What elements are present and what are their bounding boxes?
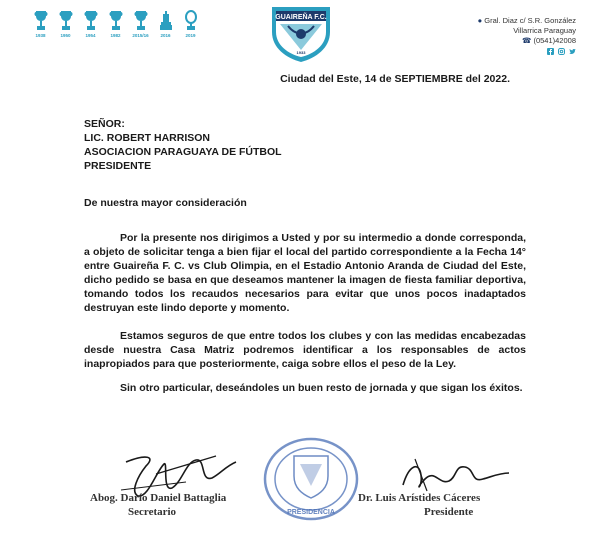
president-role: Presidente <box>424 506 474 518</box>
address-city: Villarrica Paraguay <box>513 26 576 35</box>
secretary-role: Secretario <box>128 506 177 518</box>
trophy-year: 2019 <box>185 33 196 38</box>
phone-icon: ☎ <box>522 36 532 45</box>
location-pin-icon: ● <box>477 16 483 25</box>
club-crest <box>266 4 336 64</box>
trophy-icon <box>105 10 126 38</box>
stamp-text: PRESIDENCIA <box>287 509 335 516</box>
letter-date: Ciudad del Este, 14 de SEPTIEMBRE del 2022. <box>280 73 510 85</box>
trophy-icon <box>55 10 76 38</box>
instagram-icon <box>558 48 565 55</box>
address-phone: ☎ (0541)42008 <box>522 36 576 45</box>
facebook-icon <box>547 48 554 55</box>
crest-year: 1933 <box>296 50 306 55</box>
crest-text: GUAIREÑA F.C. <box>275 14 327 21</box>
trophy-year: 1938 <box>35 33 46 38</box>
trophy-icon <box>30 10 51 38</box>
recipient-organization: ASOCIACION PARAGUAYA DE FÚTBOL <box>84 146 282 158</box>
trophy-year: 1954 <box>85 33 96 38</box>
recipient-salutation: SEÑOR: <box>84 118 125 130</box>
trophy-row <box>30 10 201 38</box>
trophy-year: 2016 <box>160 33 171 38</box>
body-paragraph: Por la presente nos dirigimos a Usted y por su intermedio a donde corresponda, a objeto de solicitar tenga a bien fijar el local del partido correspondiente a la Fecha 14° entre Guaireña F. C. vs Club Olimpia, en el Estadio Antonio Aranda de Ciudad del Este, dicho pedido se basa en que deseamos mantener la imagen de fiesta familiar deportiva, tomando todos los recaudos necesarios para evitar que unos pocos inadaptados destruyan este lindo deporte y momento. <box>84 231 526 314</box>
recipient-block <box>84 117 282 173</box>
body-paragraph: Sin otro particular, deseándoles un buen resto de jornada y que sigan los éxitos. <box>120 381 523 394</box>
letter-greeting: De nuestra mayor consideración <box>84 197 247 209</box>
trophy-year: 2015/16 <box>132 33 149 38</box>
trophy-icon <box>130 10 151 38</box>
twitter-icon <box>569 48 576 55</box>
body-paragraph: Estamos seguros de que entre todos los clubes y con las medidas encabezadas desde nuestra Casa Matriz podremos identificar a los responsables de actos inapropiados para que posteriormente, caiga sobre ellos el peso de la Ley. <box>84 329 526 370</box>
trophy-icon <box>180 10 201 38</box>
social-icons <box>478 48 576 55</box>
trophy-year: 1982 <box>110 33 121 38</box>
president-name: Dr. Luis Arístides Cáceres <box>358 492 481 504</box>
recipient-title: PRESIDENTE <box>84 160 152 172</box>
secretary-name: Abog. Darío Daniel Battaglia <box>90 492 227 504</box>
trophy-icon <box>80 10 101 38</box>
address-street: ● Gral. Diaz c/ S.R. González <box>477 16 576 25</box>
trophy-year: 1950 <box>60 33 71 38</box>
trophy-icon <box>155 10 176 38</box>
presidency-stamp <box>262 436 360 522</box>
recipient-name: LIC. ROBERT HARRISON <box>84 132 210 144</box>
club-address <box>478 16 576 55</box>
